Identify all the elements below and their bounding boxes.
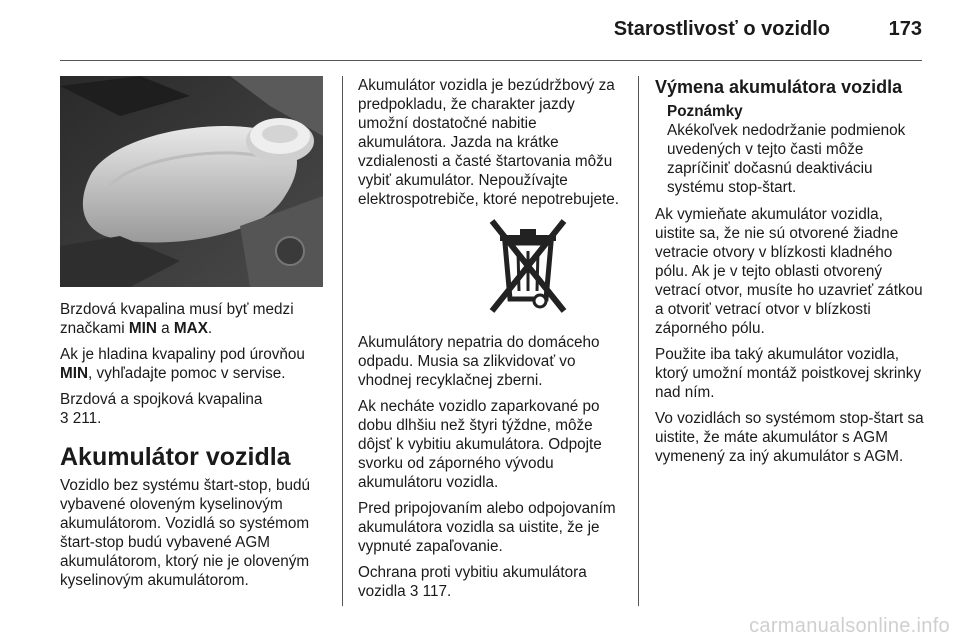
section-heading-battery-replacement: Výmena akumulátora vozidla <box>655 77 903 97</box>
paragraph-low-level <box>60 345 328 383</box>
text: . <box>207 320 213 337</box>
note-block <box>655 102 927 197</box>
section-heading-battery: Akumulátor vozidla <box>60 443 291 471</box>
header-rule <box>60 60 922 61</box>
column-divider-2 <box>638 76 639 606</box>
page-title: Starostlivosť o vozidlo <box>613 18 830 40</box>
paragraph-disposal: Akumulátory nepatria do domáceho odpadu. Musia sa zlikvidovať vo vhodnej recyklačnej zberni. <box>358 334 600 389</box>
paragraph-vent-openings: Ak vymieňate akumulátor vozidla, uistite sa, že nie sú otvorené žiadne vetracie otvory v blízkosti kladného pólu. Ak je v tejto oblasti otvorený vetrací otvor, musíte ho uzavrieť zátkou a otvoriť vetrací otvor v blízkosti záporného pólu. <box>655 206 923 337</box>
paragraph-ignition: Pred pripojovaním alebo odpojovaním akumulátora vozidla sa uistite, že je vypnuté zapaľovanie. <box>358 500 616 555</box>
text: Ak je hladina kvapaliny pod úrovňou <box>60 346 305 363</box>
column-right <box>655 76 927 473</box>
text: , vyhľadajte pomoc v servise. <box>88 365 286 382</box>
paragraph-fluid-ref <box>60 390 328 428</box>
column-divider-1 <box>342 76 343 606</box>
page-number: 173 <box>888 18 922 40</box>
paragraph-fuse-box: Použite iba taký akumulátor vozidla, ktorý umožní montáž poistkovej skrinky nad ním. <box>655 346 922 401</box>
column-middle <box>358 76 628 608</box>
text: Brzdová a spojková kvapalina <box>60 391 263 408</box>
arrow-ref-icon: 3 <box>60 410 69 427</box>
min-label: MIN <box>128 320 157 337</box>
max-label: MAX <box>173 320 208 337</box>
paragraph-maintenance-free: Akumulátor vozidla je bezúdržbový za predpokladu, že charakter jazdy umožní dostatočné nabitie akumulátora. Jazda na krátke vzdialenosti a časté štartovania môžu vybiť akumulátor. Nepoužívajte elektrospotrebiče, ktoré nepotrebujete. <box>358 77 620 208</box>
brake-fluid-reservoir-photo <box>60 76 323 287</box>
text: Ochrana proti vybitiu akumulátora vozidla <box>358 564 587 600</box>
crossed-bin-icon <box>418 217 568 319</box>
note-title: Poznámky <box>667 103 743 120</box>
column-left <box>60 300 328 597</box>
page-reference: 211. <box>68 410 102 427</box>
reservoir-illustration <box>60 76 323 287</box>
text: a <box>156 320 174 337</box>
watermark: carmanualsonline.info <box>749 615 950 637</box>
paragraph-brake-fluid-level <box>60 300 328 338</box>
text: Brzdová kvapalina musí byť medzi značkami <box>60 301 294 337</box>
note-text: Akékoľvek nedodržanie podmienok uvedených v tejto časti môže zapríčiniť dočasnú deaktiváciu systému stop-štart. <box>667 122 906 196</box>
paragraph-agm: Vo vozidlách so systémom stop-štart sa uistite, že máte akumulátor s AGM vymenený za iný akumulátor s AGM. <box>655 410 924 465</box>
min-label: MIN <box>60 365 89 382</box>
arrow-ref-icon: 3 <box>409 583 419 600</box>
paragraph-parking: Ak necháte vozidlo zaparkované po dobu dlhšiu než štyri týždne, môže dôjsť k vybitiu akumulátora. Odpojte svorku od záporného vývodu akumulátoru vozidla. <box>358 398 602 491</box>
page-reference: 117. <box>418 583 452 600</box>
paragraph-battery-types: Vozidlo bez systému štart-stop, budú vybavené oloveným kyselinovým akumulátorom. Vozidlá so systémom štart-stop budú vybavené AGM akumulátorom, ktorý nie je oloveným kyselinovým akumulátorom. <box>60 477 310 589</box>
paragraph-discharge-protection <box>358 563 628 601</box>
